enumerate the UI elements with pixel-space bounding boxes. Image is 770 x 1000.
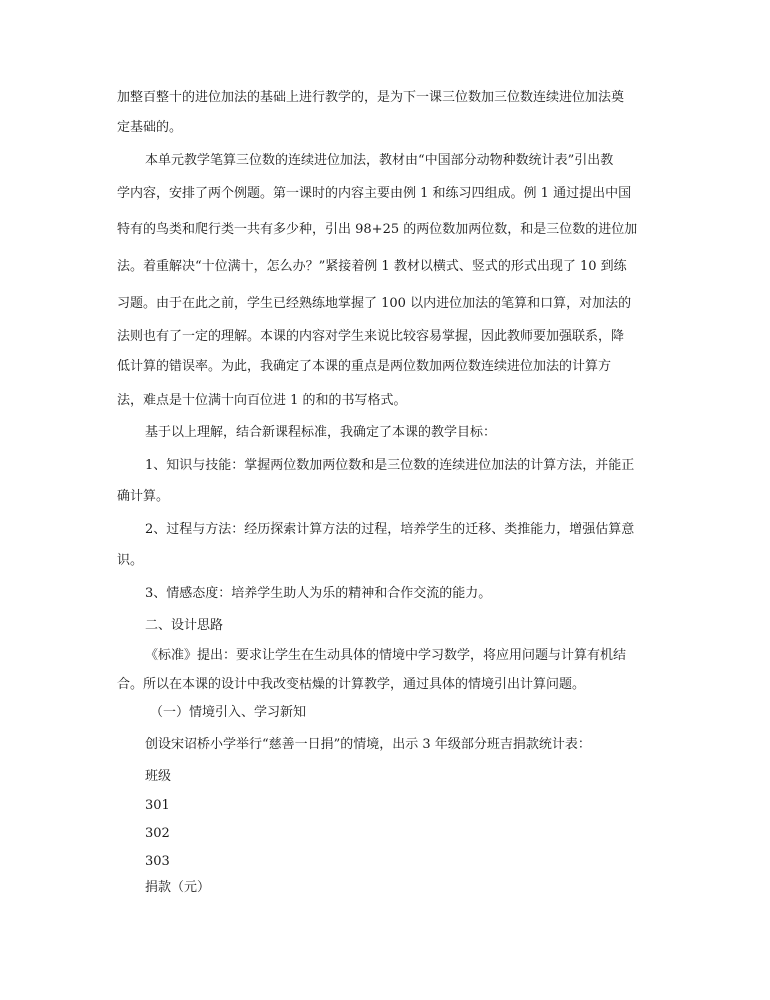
table-class-301: 301	[145, 798, 170, 813]
paragraph-line: 创设宋诏桥小学举行“慈善一日捐”的情境，出示 3 年级部分班吉捐款统计表：	[145, 737, 591, 752]
paragraph-line: 特有的鸟类和爬行类一共有多少种，引出 98+25 的两位数加两位数，和是三位数的进位加	[117, 222, 638, 237]
paragraph-line: 本单元教学笔算三位数的连续进位加法，教材由“中国部分动物种数统计表”引出教	[145, 153, 614, 168]
paragraph-line: 定基础的。	[117, 120, 183, 135]
paragraph-line: 法则也有了一定的理解。本课的内容对学生来说比较容易掌握，因此教师要加强联系，降	[117, 329, 625, 344]
paragraph-line: 识。	[117, 553, 144, 568]
subsection-heading: （一）情境引入、学习新知	[150, 705, 307, 720]
paragraph-line: 法。着重解决“十位满十，怎么办？”紧接着例 1 教材以横式、竖式的形式出现了 10 到练	[117, 259, 627, 274]
paragraph-line: 基于以上理解，结合新课程标准，我确定了本课的教学目标：	[145, 425, 497, 440]
paragraph-line: 习题。由于在此之前，学生已经熟练地掌握了 100 以内进位加法的笔算和口算，对加法的	[117, 296, 632, 311]
objective-attitude: 3、情感态度：培养学生助人为乐的精神和合作交流的能力。	[145, 586, 492, 601]
table-header-donation: 捐款（元）	[145, 880, 211, 895]
table-class-303: 303	[145, 854, 170, 869]
table-class-302: 302	[145, 826, 170, 841]
table-header-class: 班级	[145, 769, 172, 784]
paragraph-line: 合。所以在本课的设计中我改变枯燥的计算教学，通过具体的情境引出计算问题。	[117, 677, 586, 692]
section-heading: 二、设计思路	[145, 618, 224, 633]
paragraph-line: 加整百整十的进位加法的基础上进行教学的，是为下一课三位数加三位数连续进位加法奠	[117, 90, 625, 105]
objective-knowledge: 1、知识与技能：掌握两位数加两位数和是三位数的连续进位加法的计算方法，并能正	[145, 458, 635, 473]
paragraph-line: 学内容，安排了两个例题。第一课时的内容主要由例 1 和练习四组成。例 1 通过提出中国	[117, 186, 632, 201]
paragraph-line: 法，难点是十位满十向百位进 1 的和的书写格式。	[117, 393, 407, 408]
objective-process: 2、过程与方法：经历探索计算方法的过程，培养学生的迁移、类推能力，增强估算意	[145, 522, 635, 537]
paragraph-line: 《标准》提出：要求让学生在生动具体的情境中学习数学，将应用问题与计算有机结	[145, 648, 627, 663]
paragraph-line: 低计算的错误率。为此，我确定了本课的重点是两位数加两位数连续进位加法的计算方	[117, 359, 612, 374]
paragraph-line: 确计算。	[117, 489, 170, 504]
